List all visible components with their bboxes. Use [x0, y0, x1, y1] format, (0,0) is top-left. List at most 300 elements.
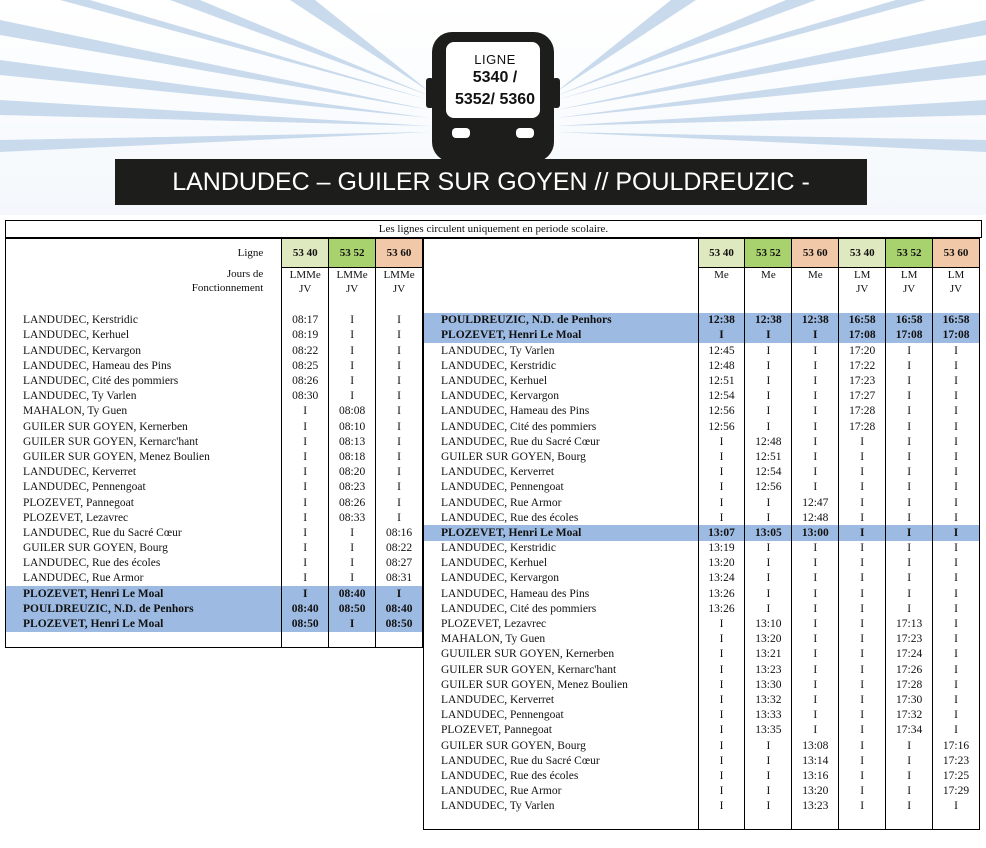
time-cell: I [933, 434, 980, 449]
bus-number-line1: 5340 / [472, 69, 518, 86]
stop-name: LANDUDEC, Rue Armor [441, 785, 562, 798]
notice-bar: Les lignes circulent uniquement en periode scolaire. [5, 220, 982, 238]
table-row [424, 404, 980, 419]
time-cell: I [886, 343, 933, 358]
stop-name: LANDUDEC, Kerverret [441, 693, 555, 706]
time-cell: I [839, 541, 886, 556]
time-cell: I [282, 541, 329, 556]
table-row [6, 616, 423, 631]
table-row [424, 556, 980, 571]
time-cell: I [698, 434, 745, 449]
operating-days [933, 267, 980, 298]
operating-days-line1: LM [947, 268, 965, 281]
stop-name: LANDUDEC, Ty Varlen [23, 390, 137, 403]
time-cell: I [839, 799, 886, 814]
stop-name: MAHALON, Ty Guen [23, 405, 128, 418]
line-header-row [424, 239, 980, 268]
time-cell: I [282, 434, 329, 449]
table-row [424, 768, 980, 783]
time-cell: 08:19 [282, 328, 329, 343]
time-cell: 17:28 [839, 419, 886, 434]
time-cell: I [792, 328, 839, 343]
time-cell: 08:50 [329, 601, 376, 616]
time-cell: I [376, 389, 423, 404]
stop-name: GUILER SUR GOYEN, Bourg [441, 739, 586, 752]
time-cell: 08:25 [282, 358, 329, 373]
time-cell: I [745, 571, 792, 586]
line-number-5360: 53 60 [792, 239, 839, 268]
operating-days [792, 267, 839, 298]
operating-days-line1: Me [714, 268, 729, 281]
time-cell: I [839, 465, 886, 480]
stop-name: PLOZEVET, Henri Le Moal [424, 525, 699, 540]
time-cell: 08:27 [376, 556, 423, 571]
time-cell: 13:00 [792, 525, 839, 540]
time-cell: I [792, 358, 839, 373]
time-cell: I [376, 495, 423, 510]
time-cell: I [282, 465, 329, 480]
time-cell: I [792, 480, 839, 495]
time-cell: I [886, 495, 933, 510]
time-cell: 08:22 [282, 343, 329, 358]
time-cell: 12:45 [698, 343, 745, 358]
time-cell: I [745, 343, 792, 358]
table-row [424, 677, 980, 692]
time-cell: I [698, 738, 745, 753]
time-cell: 17:26 [886, 662, 933, 677]
time-cell: I [933, 449, 980, 464]
time-cell: I [376, 404, 423, 419]
table-row [424, 723, 980, 738]
stop-name: GUILER SUR GOYEN, Bourg [23, 542, 168, 555]
time-cell: I [933, 723, 980, 738]
table-row [424, 510, 980, 525]
time-cell: I [886, 571, 933, 586]
table-row [6, 510, 423, 525]
time-cell: I [839, 632, 886, 647]
time-cell: I [376, 313, 423, 328]
time-cell: 13:32 [745, 692, 792, 707]
time-cell: I [745, 389, 792, 404]
operating-days [329, 267, 376, 298]
table-row [6, 586, 423, 601]
time-cell: I [886, 525, 933, 540]
time-cell: I [933, 662, 980, 677]
time-cell: 17:23 [839, 373, 886, 388]
time-cell: I [282, 495, 329, 510]
time-cell: I [745, 404, 792, 419]
table-row [424, 343, 980, 358]
time-cell: I [886, 799, 933, 814]
time-cell: I [698, 799, 745, 814]
time-cell: 12:38 [745, 313, 792, 328]
time-cell: I [698, 465, 745, 480]
time-cell: I [329, 389, 376, 404]
time-cell: I [376, 419, 423, 434]
time-cell: 17:22 [839, 358, 886, 373]
table-row [424, 373, 980, 388]
time-cell: I [745, 586, 792, 601]
spacer-cell [424, 298, 699, 313]
time-cell: 17:34 [886, 723, 933, 738]
stop-name: LANDUDEC, Rue des écoles [441, 511, 579, 524]
time-cell: 17:13 [886, 616, 933, 631]
stop-name: LANDUDEC, Kerstridic [441, 542, 556, 555]
spacer-cell [886, 298, 933, 313]
time-cell: I [792, 662, 839, 677]
time-cell: I [792, 586, 839, 601]
time-cell: I [698, 616, 745, 631]
time-cell: I [698, 723, 745, 738]
time-cell: I [745, 738, 792, 753]
time-cell: I [792, 419, 839, 434]
time-cell: I [886, 510, 933, 525]
stop-name: PLOZEVET, Henri Le Moal [424, 328, 699, 343]
time-cell: I [839, 525, 886, 540]
time-cell: 12:56 [698, 404, 745, 419]
time-cell: 13:20 [745, 632, 792, 647]
table-row [424, 571, 980, 586]
table-row [424, 708, 980, 723]
time-cell: I [886, 389, 933, 404]
time-cell: I [792, 723, 839, 738]
time-cell: 08:16 [376, 525, 423, 540]
stop-name: LANDUDEC, Ty Varlen [441, 800, 555, 813]
jours-label-line2: Fonctionnement [191, 282, 264, 294]
time-cell: I [886, 373, 933, 388]
time-cell: I [745, 556, 792, 571]
time-cell: 17:08 [839, 328, 886, 343]
time-cell: I [792, 541, 839, 556]
time-cell: I [745, 373, 792, 388]
time-cell: 08:08 [329, 404, 376, 419]
spacer-cell [839, 298, 886, 313]
time-cell: 13:08 [792, 738, 839, 753]
time-cell: I [745, 753, 792, 768]
time-cell: I [698, 632, 745, 647]
time-cell: I [698, 328, 745, 343]
spacer-row [6, 298, 423, 313]
time-cell: I [839, 434, 886, 449]
time-cell: I [792, 647, 839, 662]
time-cell: I [792, 343, 839, 358]
time-cell: I [839, 480, 886, 495]
spacer-cell [745, 814, 792, 830]
time-cell: I [329, 373, 376, 388]
time-cell: I [933, 601, 980, 616]
stop-name: LANDUDEC, Kerstridic [441, 359, 556, 372]
table-row [424, 480, 980, 495]
time-cell: I [839, 495, 886, 510]
time-cell: I [933, 586, 980, 601]
operating-days-line1: LM [853, 268, 871, 281]
time-cell: I [282, 449, 329, 464]
time-cell: I [698, 510, 745, 525]
time-cell: 17:24 [886, 647, 933, 662]
time-cell: 08:31 [376, 571, 423, 586]
table-row [6, 343, 423, 358]
days-header-row [424, 267, 980, 298]
ligne-label [424, 239, 699, 268]
time-cell: 16:58 [886, 313, 933, 328]
time-cell: I [745, 768, 792, 783]
operating-days-line2: JV [299, 282, 312, 295]
operating-days [745, 267, 792, 298]
time-cell: I [886, 738, 933, 753]
time-cell: I [329, 525, 376, 540]
time-cell: I [886, 784, 933, 799]
time-cell: I [933, 692, 980, 707]
stop-name: LANDUDEC, Kerhuel [441, 375, 548, 388]
stop-name: LANDUDEC, Rue des écoles [23, 557, 161, 570]
time-cell: I [839, 692, 886, 707]
ligne-label: Ligne [237, 247, 264, 259]
time-cell: 08:30 [282, 389, 329, 404]
time-cell: I [933, 480, 980, 495]
time-cell: I [698, 495, 745, 510]
time-cell: 08:10 [329, 419, 376, 434]
stop-name: LANDUDEC, Rue du Sacré Cœur [23, 526, 182, 539]
time-cell: I [886, 480, 933, 495]
stop-name: LANDUDEC, Rue du Sacré Cœur [441, 435, 600, 448]
time-cell: I [792, 404, 839, 419]
spacer-cell [6, 298, 282, 313]
time-cell: I [886, 753, 933, 768]
spacer-row [424, 298, 980, 313]
operating-days-line1: LMMe [383, 268, 415, 281]
stop-name: PLOZEVET, Henri Le Moal [6, 616, 282, 631]
time-cell: 17:28 [886, 677, 933, 692]
time-cell: I [329, 328, 376, 343]
time-cell: I [839, 768, 886, 783]
operating-days [282, 267, 329, 298]
time-cell: I [792, 616, 839, 631]
time-cell: I [698, 662, 745, 677]
stop-name: PLOZEVET, Henri Le Moal [6, 586, 282, 601]
table-row [6, 419, 423, 434]
time-cell: I [886, 434, 933, 449]
spacer-cell [933, 298, 980, 313]
time-cell: I [933, 616, 980, 631]
operating-days-line2: JV [856, 282, 869, 295]
time-cell: I [839, 510, 886, 525]
table-row [6, 495, 423, 510]
line-number-5352: 53 52 [886, 239, 933, 268]
time-cell: I [329, 571, 376, 586]
time-cell: 08:50 [376, 616, 423, 631]
stop-name: PLOZEVET, Pannegoat [441, 724, 552, 737]
time-cell: I [886, 556, 933, 571]
time-cell: I [792, 571, 839, 586]
time-cell: 13:21 [745, 647, 792, 662]
time-cell: 12:56 [698, 419, 745, 434]
operating-days-line1: Me [761, 268, 776, 281]
time-cell: 13:05 [745, 525, 792, 540]
time-cell: I [745, 495, 792, 510]
time-cell: I [698, 647, 745, 662]
time-cell: 12:38 [792, 313, 839, 328]
time-cell: I [698, 480, 745, 495]
time-cell: I [839, 708, 886, 723]
time-cell: I [839, 723, 886, 738]
time-cell: 12:51 [698, 373, 745, 388]
time-cell: I [886, 465, 933, 480]
table-row [424, 389, 980, 404]
table-row [6, 358, 423, 373]
time-cell: I [839, 677, 886, 692]
time-cell: 13:07 [698, 525, 745, 540]
time-cell: I [282, 419, 329, 434]
time-cell: I [792, 465, 839, 480]
time-cell: I [376, 510, 423, 525]
stop-name: POULDREUZIC, N.D. de Penhors [424, 313, 699, 328]
time-cell: 08:40 [282, 601, 329, 616]
time-cell: I [282, 556, 329, 571]
stop-name: LANDUDEC, Kerstridic [23, 314, 138, 327]
time-cell: I [839, 586, 886, 601]
days-header-row [6, 267, 423, 298]
operating-days-line2: JV [392, 282, 406, 295]
stop-name: LANDUDEC, Rue du Sacré Cœur [441, 754, 600, 767]
stop-name: PLOZEVET, Lezavrec [23, 511, 129, 524]
time-cell: I [886, 419, 933, 434]
time-cell: I [839, 753, 886, 768]
time-cell: I [376, 449, 423, 464]
time-cell: 12:48 [745, 434, 792, 449]
spacer-cell [282, 298, 329, 313]
time-cell: 17:32 [886, 708, 933, 723]
stop-name: LANDUDEC, Rue des écoles [441, 769, 579, 782]
time-cell: I [698, 708, 745, 723]
stop-name: LANDUDEC, Ty Varlen [441, 344, 555, 357]
operating-days-line1: LMMe [289, 268, 321, 281]
table-row [6, 328, 423, 343]
time-cell: I [933, 373, 980, 388]
spacer-cell [329, 298, 376, 313]
time-cell: I [886, 358, 933, 373]
table-row [424, 419, 980, 434]
time-cell: I [282, 586, 329, 601]
time-cell: 08:50 [282, 616, 329, 631]
time-cell: 16:58 [839, 313, 886, 328]
table-row [424, 753, 980, 768]
time-cell: 12:38 [698, 313, 745, 328]
spacer-cell [933, 814, 980, 830]
stop-name: POULDREUZIC, N.D. de Penhors [6, 601, 282, 616]
time-cell: 08:17 [282, 313, 329, 328]
table-row [424, 586, 980, 601]
time-cell: I [933, 677, 980, 692]
time-cell: I [329, 616, 376, 631]
line-number-5352: 53 52 [745, 239, 792, 268]
time-cell: I [792, 601, 839, 616]
time-cell: I [886, 768, 933, 783]
time-cell: I [839, 449, 886, 464]
spacer-cell [282, 632, 329, 648]
stop-name: LANDUDEC, Hameau des Pins [441, 587, 590, 600]
time-cell: I [839, 738, 886, 753]
stop-name: LANDUDEC, Cité des pommiers [23, 375, 179, 388]
time-cell: I [933, 556, 980, 571]
spacer-cell [745, 298, 792, 313]
time-cell: 17:30 [886, 692, 933, 707]
time-cell: 08:40 [376, 601, 423, 616]
table-row [424, 784, 980, 799]
table-row [6, 541, 423, 556]
time-cell: I [933, 799, 980, 814]
bus-number-line2: 5352/ 5360 [454, 91, 536, 108]
timetable-right [423, 238, 980, 830]
line-number-5340: 53 40 [698, 239, 745, 268]
time-cell: 13:20 [698, 556, 745, 571]
table-row [424, 738, 980, 753]
time-cell: 08:18 [329, 449, 376, 464]
stop-name: LANDUDEC, Kerhuel [23, 329, 130, 342]
operating-days [376, 267, 423, 298]
stop-name: GUILER SUR GOYEN, Menez Boulien [23, 450, 210, 463]
spacer-cell [698, 298, 745, 313]
time-cell: 13:24 [698, 571, 745, 586]
time-cell: 17:28 [839, 404, 886, 419]
time-cell: I [745, 601, 792, 616]
stop-name: LANDUDEC, Pennengoat [441, 709, 564, 722]
spacer-cell [698, 814, 745, 830]
time-cell: I [792, 708, 839, 723]
line-number-5360: 53 60 [933, 239, 980, 268]
time-cell: I [376, 358, 423, 373]
operating-days-line1: Me [807, 268, 823, 281]
operating-days-line2: JV [346, 282, 359, 295]
time-cell: 12:48 [792, 510, 839, 525]
stop-name: GUILER SUR GOYEN, Menez Boulien [441, 678, 628, 691]
time-cell: I [933, 343, 980, 358]
table-row [424, 541, 980, 556]
stop-name: LANDUDEC, Cité des pommiers [441, 602, 597, 615]
time-cell: I [933, 571, 980, 586]
spacer-row [6, 632, 423, 648]
time-cell: I [933, 525, 980, 540]
time-cell: I [376, 586, 423, 601]
time-cell: I [376, 480, 423, 495]
time-cell: I [282, 571, 329, 586]
time-cell: I [698, 768, 745, 783]
table-row [6, 373, 423, 388]
time-cell: I [933, 708, 980, 723]
stop-name: GUUILER SUR GOYEN, Kernerben [441, 648, 615, 661]
time-cell: I [376, 343, 423, 358]
time-cell: 13:33 [745, 708, 792, 723]
time-cell: 13:14 [792, 753, 839, 768]
time-cell: 13:35 [745, 723, 792, 738]
time-cell: I [329, 541, 376, 556]
time-cell: 13:16 [792, 768, 839, 783]
time-cell: I [886, 404, 933, 419]
table-row [6, 571, 423, 586]
stop-name: PLOZEVET, Pannegoat [23, 496, 134, 509]
spacer-cell [424, 814, 699, 830]
time-cell: 08:13 [329, 434, 376, 449]
table-row [424, 434, 980, 449]
line-number-5340: 53 40 [839, 239, 886, 268]
time-cell: I [839, 601, 886, 616]
time-cell: I [282, 510, 329, 525]
time-cell: I [792, 677, 839, 692]
stop-name: LANDUDEC, Cité des pommiers [441, 420, 597, 433]
time-cell: 17:08 [933, 328, 980, 343]
time-cell: I [933, 389, 980, 404]
time-cell: 13:23 [745, 662, 792, 677]
time-cell: I [329, 343, 376, 358]
